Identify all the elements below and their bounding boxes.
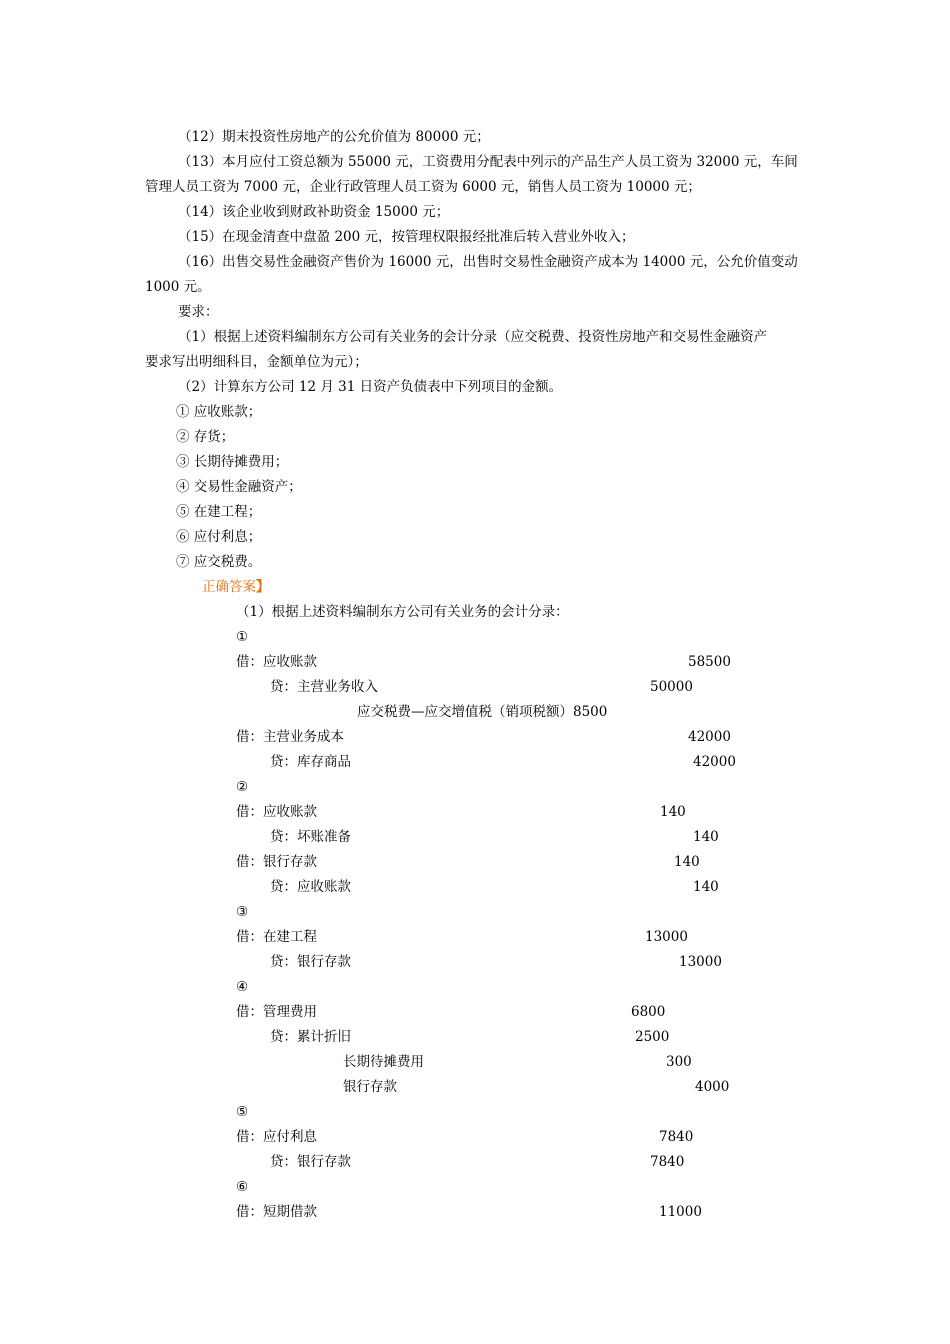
entry-debit-line: 借：银行存款: [236, 854, 317, 870]
entry-amount: 140: [693, 879, 719, 895]
entry-amount: 2500: [635, 1029, 670, 1045]
question-16-line2: 1000 元。: [145, 279, 211, 295]
question-13-line1: （13）本月应付工资总额为 55000 元，工资费用分配表中列示的产品生产人员工资为 32000 元，车间: [178, 154, 798, 170]
requirement-item-5: ⑤ 在建工程；: [176, 504, 262, 520]
entry-amount: 50000: [650, 679, 693, 695]
entry-credit-line: 贷：银行存款: [270, 1154, 351, 1170]
entry-amount: 7840: [659, 1129, 694, 1145]
entry-debit-line: 借：应收账款: [236, 804, 317, 820]
entry-amount: 140: [693, 829, 719, 845]
answer-heading: [202, 578, 270, 596]
entry-credit-line: 贷：应收账款: [270, 879, 351, 895]
entry-credit-line: 贷：银行存款: [270, 954, 351, 970]
entry-number-4: ④: [236, 979, 249, 995]
entry-debit-line: 借：主营业务成本: [236, 729, 344, 745]
requirement-1-line2: 要求写出明细科目，金额单位为元）；: [145, 354, 368, 370]
question-14: （14）该企业收到财政补助资金 15000 元；: [178, 204, 450, 220]
requirement-item-1: ① 应收账款；: [176, 404, 262, 420]
requirement-item-7: ⑦ 应交税费。: [176, 554, 262, 570]
entry-debit-line: 借：在建工程: [236, 929, 317, 945]
answer-intro: （1）根据上述资料编制东方公司有关业务的会计分录：: [236, 604, 569, 620]
entry-amount: 4000: [695, 1079, 730, 1095]
entry-amount: 140: [660, 804, 686, 820]
entry-amount: 42000: [693, 754, 736, 770]
entry-amount: 13000: [679, 954, 722, 970]
entry-amount: 300: [666, 1054, 692, 1070]
entry-credit-line: 银行存款: [343, 1079, 397, 1095]
entry-amount: 6800: [631, 1004, 666, 1020]
entry-credit-line: 应交税费—应交增值税（销项税额）8500: [357, 704, 608, 720]
requirement-item-4: ④ 交易性金融资产；: [176, 479, 302, 495]
entry-credit-line: 长期待摊费用: [343, 1054, 424, 1070]
answer-bracket: 】: [256, 579, 270, 595]
entry-debit-line: 借：管理费用: [236, 1004, 317, 1020]
entry-number-2: ②: [236, 779, 249, 795]
requirement-item-6: ⑥ 应付利息；: [176, 529, 262, 545]
entry-credit-line: 贷：坏账准备: [270, 829, 351, 845]
entry-credit-line: 贷：库存商品: [270, 754, 351, 770]
entry-amount: 42000: [688, 729, 731, 745]
entry-debit-line: 借：应收账款: [236, 654, 317, 670]
entry-amount: 11000: [659, 1204, 702, 1220]
entry-number-5: ⑤: [236, 1104, 249, 1120]
entry-amount: 140: [674, 854, 700, 870]
entry-amount: 13000: [645, 929, 688, 945]
entry-number-1: ①: [236, 629, 249, 645]
requirement-2: （2）计算东方公司 12 月 31 日资产负债表中下列项目的金额。: [178, 379, 563, 395]
requirement-item-2: ② 存货；: [176, 429, 235, 445]
entry-number-3: ③: [236, 904, 249, 920]
requirements-heading: 要求：: [178, 304, 219, 320]
requirement-item-3: ③ 长期待摊费用；: [176, 454, 289, 470]
question-16-line1: （16）出售交易性金融资产售价为 16000 元，出售时交易性金融资产成本为 14000 元，公允价值变动: [178, 254, 798, 270]
entry-amount: 58500: [688, 654, 731, 670]
entry-debit-line: 借：短期借款: [236, 1204, 317, 1220]
question-13-line2: 管理人员工资为 7000 元，企业行政管理人员工资为 6000 元，销售人员工资为 10000 元；: [145, 179, 701, 195]
entry-number-6: ⑥: [236, 1179, 249, 1195]
entry-amount: 7840: [650, 1154, 685, 1170]
question-15: （15）在现金清查中盘盈 200 元，按管理权限报经批准后转入营业外收入；: [178, 229, 635, 245]
entry-debit-line: 借：应付利息: [236, 1129, 317, 1145]
entry-credit-line: 贷：累计折旧: [270, 1029, 351, 1045]
entry-credit-line: 贷：主营业务收入: [270, 679, 378, 695]
answer-label: 正确答案: [202, 579, 256, 595]
question-12: （12）期末投资性房地产的公允价值为 80000 元；: [178, 129, 490, 145]
requirement-1-line1: （1）根据上述资料编制东方公司有关业务的会计分录（应交税费、投资性房地产和交易性金融资产: [178, 329, 768, 345]
